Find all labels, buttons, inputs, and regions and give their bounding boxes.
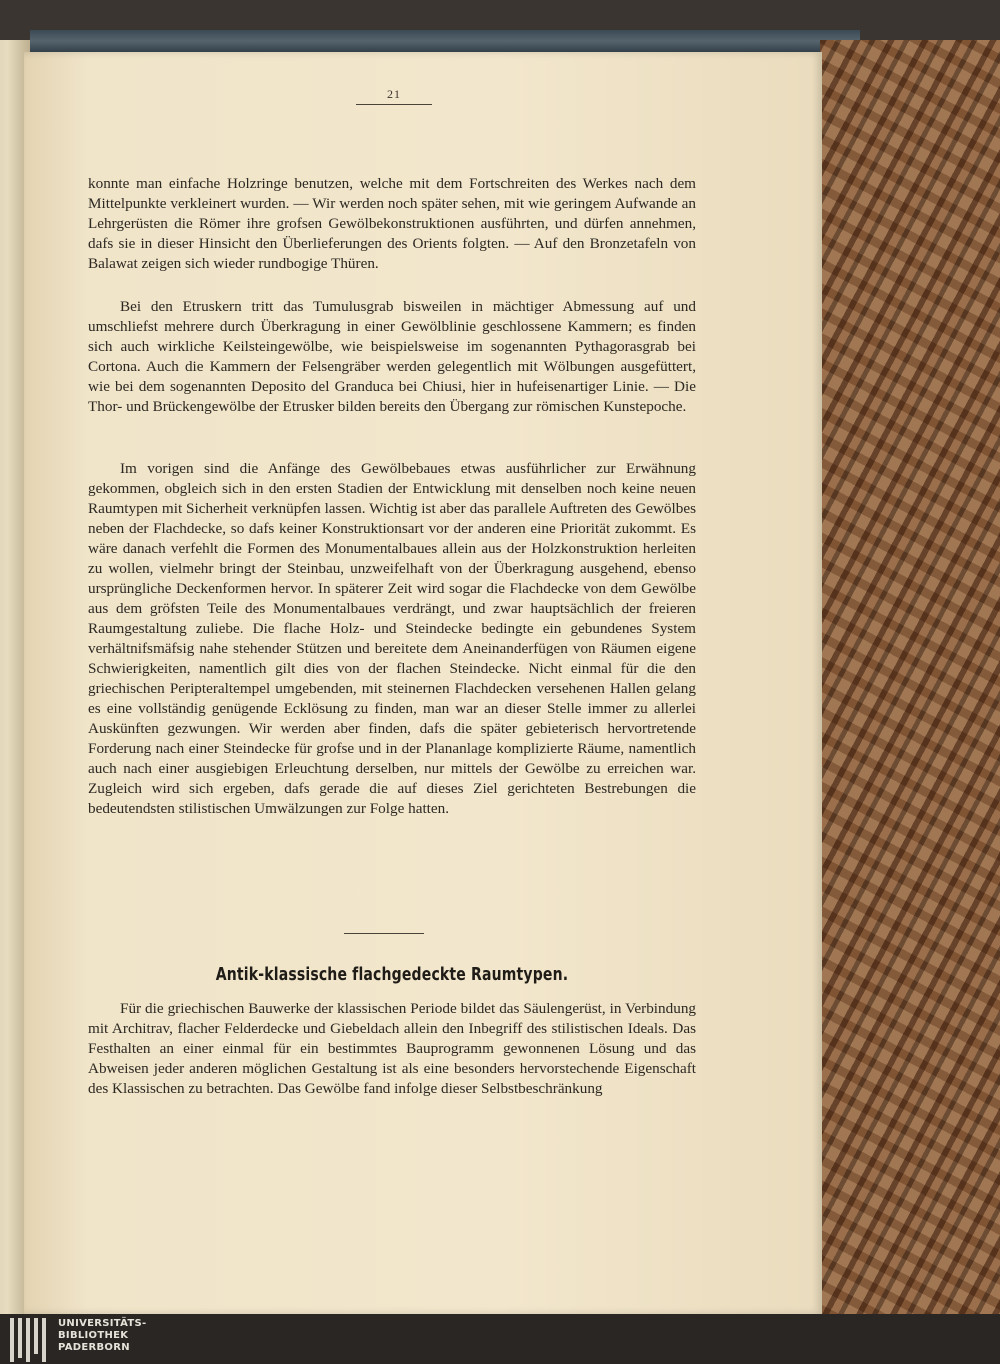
- marbled-cover: [820, 40, 1000, 1314]
- paragraph-2: Bei den Etruskern tritt das Tumulusgrab bisweilen in mächtiger Abmessung auf und umschliefst mehrere durch Überkragung in einer Gewölblinie geschlossene Kammern; es finden sich auch wirkliche Keilsteingewölbe, wie beispielsweise im sogenannten Pythagorasgrab bei Cortona. Auch die Kammern der Felsengräber werden gelegentlich mit Wölbungen ausgefüttert, wie bei dem sogenannten Deposito del Granduca bei Chiusi, hier in hufeisenartiger Linie. — Die Thor- und Brückengewölbe der Etrusker bilden bereits den Übergang zur römischen Kunstepoche.: [88, 298, 696, 415]
- section-heading: Antik-klassische flachgedeckte Raumtypen.: [215, 964, 569, 985]
- library-logo-icon: [10, 1318, 52, 1362]
- book-binding-edge: [30, 30, 860, 52]
- page-number: 21: [387, 87, 401, 101]
- library-logo-text: [58, 1318, 147, 1354]
- page-number-rule: [356, 104, 432, 105]
- paragraph-1: konnte man einfache Holzringe benutzen, welche mit dem Fortschreiten des Werkes nach dem Mittelpunkte verkleinert wurden. — Wir werden noch später sehen, mit wie geringem Aufwande an Lehrgerüsten die Römer ihre grofsen Gewölbekonstruktionen ausführten, und dürfen annehmen, dafs sie in dieser Hinsicht den Überlieferungen des Orients folgten. — Auf den Bronzetafeln von Balawat zeigen sich wieder rundbogige Thüren.: [88, 175, 696, 272]
- logo-line-3: PADERBORN: [58, 1342, 130, 1353]
- paragraph-3: Im vorigen sind die Anfänge des Gewölbebaues etwas ausführlicher zur Erwähnung gekommen, obgleich sich in den ersten Stadien der Entwicklung mit denselben noch keine neuen Raumtypen mit Sicherheit verknüpfen lassen. Wichtig ist aber das parallele Auftreten des Gewölbes neben der Flachdecke, so dafs keiner Konstruktionsart vor der anderen eine Priorität zukommt. Es wäre danach verfehlt die Formen des Monumentalbaues allein aus der Holzkonstruktion herleiten zu wollen, vielmehr bringt der Steinbau, unzweifelhaft von der Überkragung ausgehend, ebenso ursprüngliche Deckenformen hervor. In späterer Zeit wird sogar die Flachdecke von dem Gewölbe aus dem gröfsten Teile des Monumentalbaues verdrängt, und zwar hauptsächlich der freieren Raumgestaltung zuliebe. Die flache Holz- und Steindecke bedingte ein gebundenes System verhältnifsmäfsig nahe stehender Stützen und bereitete dem Aneinanderfügen von Räumen eigene Schwierigkeiten, namentlich gilt dies von der flachen Steindecke. Nicht einmal für die den griechischen Peripteraltempel umgebenden, mit steinernen Flachdecken versehenen Hallen gelang es eine vollständig genügende Ecklösung zu finden, man war an dieser Stelle immer zu allerlei Auskünften gezwungen. Wir werden aber finden, dafs die später gebieterisch hervortretende Forderung nach einer Steindecke für grofse und in der Plananlage komplizierte Räume, namentlich auch nach einer ausgiebigen Erleuchtung derselben, nur mittels der Gewölbe zu erreichen war. Zugleich wird sich ergeben, dafs gerade die auf dieses Ziel gerichteten Bestrebungen die bedeutendsten stilistischen Umwälzungen zur Folge hatten.: [88, 460, 696, 817]
- logo-line-2: BIBLIOTHEK: [58, 1330, 129, 1341]
- section-divider: [344, 933, 424, 934]
- library-footer: [0, 1314, 1000, 1364]
- section-paragraph: Für die griechischen Bauwerke der klassischen Periode bildet das Säulengerüst, in Verbindung mit Architrav, flacher Felderdecke und Giebeldach allein den Inbegriff des stilistischen Ideals. Das Festhalten an einer einmal für ein bestimmtes Bauprogramm gewonnenen Lösung und das Abweisen jeder anderen möglichen Gestaltung ist als eine besonders hervorstechende Eigenschaft des Klassischen zu betrachten. Das Gewölbe fand infolge dieser Selbstbeschränkung: [88, 1000, 696, 1097]
- logo-line-1: UNIVERSITÄTS-: [58, 1318, 147, 1329]
